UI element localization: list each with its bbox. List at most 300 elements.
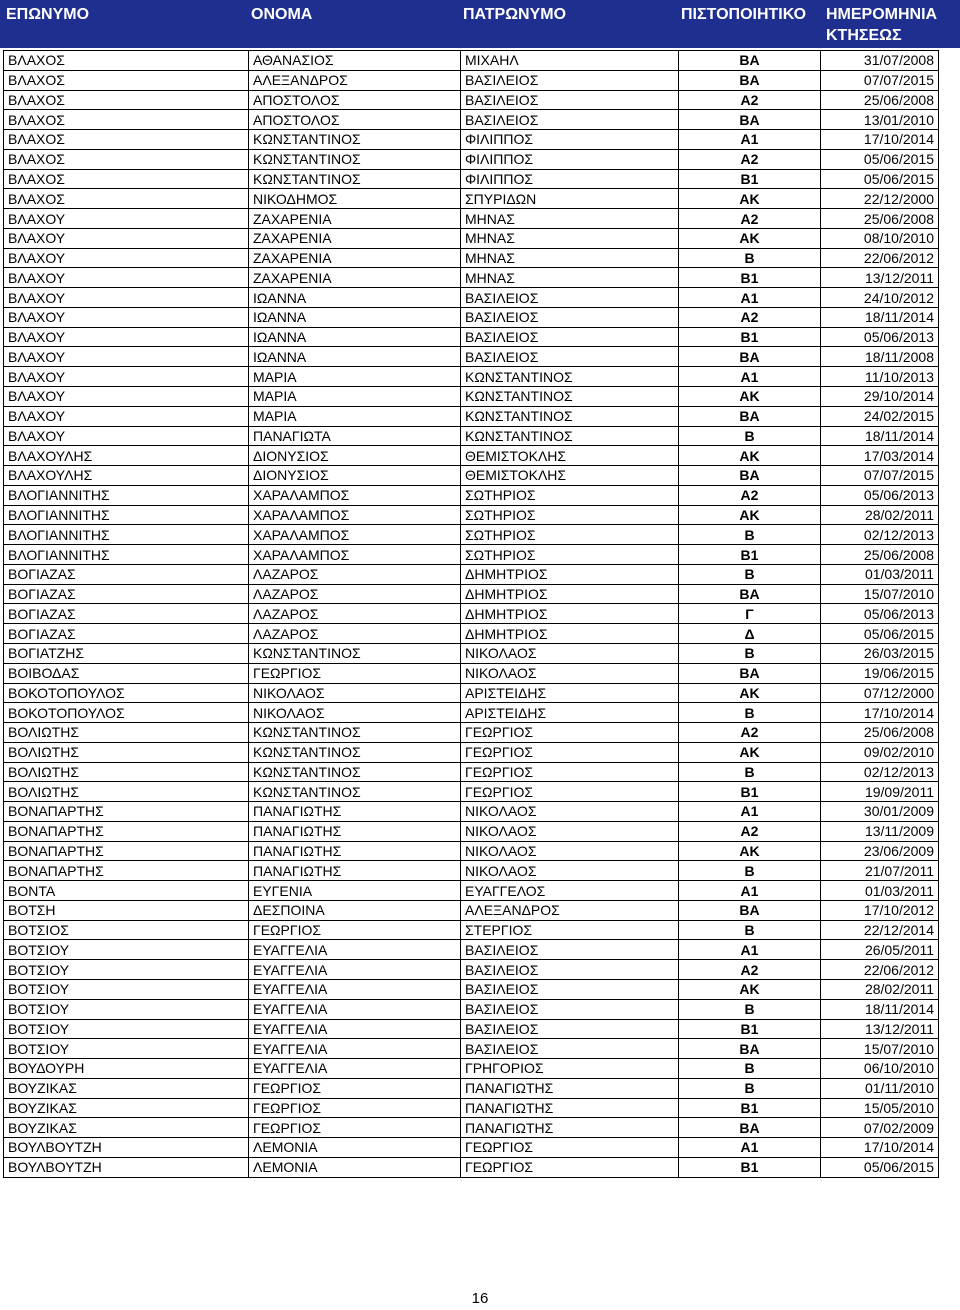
- cell-surname: ΒΛΑΧΟΥ: [4, 426, 249, 446]
- cell-name: ΛΕΜΟΝΙΑ: [249, 1138, 461, 1158]
- cell-certificate: Β: [679, 861, 821, 881]
- table-row: [4, 960, 939, 980]
- cell-certificate: Β: [679, 525, 821, 545]
- cell-surname: ΒΛΟΓΙΑΝΝΙΤΗΣ: [4, 545, 249, 565]
- cell-surname: ΒΟΥΔΟΥΡΗ: [4, 1059, 249, 1079]
- header-surname: ΕΠΩΝΥΜΟ: [6, 6, 90, 23]
- cell-father-name: ΔΗΜΗΤΡΙΟΣ: [461, 564, 679, 584]
- table-row: [4, 327, 939, 347]
- cell-name: ΛΕΜΟΝΙΑ: [249, 1157, 461, 1177]
- cell-date: 05/06/2015: [821, 149, 939, 169]
- header-father-name: ΠΑΤΡΩΝΥΜΟ: [463, 6, 567, 23]
- cell-father-name: ΜΗΝΑΣ: [461, 248, 679, 268]
- table-row: [4, 841, 939, 861]
- cell-date: 31/07/2008: [821, 51, 939, 71]
- cell-date: 22/12/2014: [821, 920, 939, 940]
- cell-father-name: ΝΙΚΟΛΑΟΣ: [461, 841, 679, 861]
- cell-name: ΕΥΓΕΝΙΑ: [249, 881, 461, 901]
- cell-father-name: ΘΕΜΙΣΤΟΚΛΗΣ: [461, 446, 679, 466]
- cell-name: ΠΑΝΑΓΙΩΤΗΣ: [249, 861, 461, 881]
- table-row: [4, 1157, 939, 1177]
- cell-name: ΝΙΚΟΛΑΟΣ: [249, 703, 461, 723]
- header-date-line2: ΚΤΗΣΕΩΣ: [826, 27, 902, 44]
- cell-date: 01/03/2011: [821, 564, 939, 584]
- cell-date: 28/02/2011: [821, 979, 939, 999]
- header-acquisition-date: [820, 0, 937, 48]
- cell-name: ΕΥΑΓΓΕΛΙΑ: [249, 940, 461, 960]
- table-row: [4, 604, 939, 624]
- cell-father-name: ΣΩΤΗΡΙΟΣ: [461, 545, 679, 565]
- cell-certificate: ΑΚ: [679, 979, 821, 999]
- cell-father-name: ΑΡΙΣΤΕΙΔΗΣ: [461, 703, 679, 723]
- cell-name: ΕΥΑΓΓΕΛΙΑ: [249, 960, 461, 980]
- cell-surname: ΒΛΑΧΟΥ: [4, 209, 249, 229]
- cell-date: 05/06/2015: [821, 1157, 939, 1177]
- cell-father-name: ΒΑΣΙΛΕΙΟΣ: [461, 1019, 679, 1039]
- cell-certificate: ΒΑ: [679, 1039, 821, 1059]
- cell-surname: ΒΟΓΙΑΖΑΣ: [4, 604, 249, 624]
- table-row: [4, 1138, 939, 1158]
- cell-name: ΚΩΝΣΤΑΝΤΙΝΟΣ: [249, 169, 461, 189]
- cell-surname: ΒΟΓΙΑΖΑΣ: [4, 624, 249, 644]
- table-row: [4, 347, 939, 367]
- table-row: [4, 821, 939, 841]
- cell-date: 07/02/2009: [821, 1118, 939, 1138]
- cell-date: 22/12/2000: [821, 189, 939, 209]
- cell-surname: ΒΟΝΑΠΑΡΤΗΣ: [4, 861, 249, 881]
- cell-certificate: ΑΚ: [679, 189, 821, 209]
- cell-father-name: ΒΑΣΙΛΕΙΟΣ: [461, 327, 679, 347]
- table-row: [4, 703, 939, 723]
- cell-surname: ΒΛΟΓΙΑΝΝΙΤΗΣ: [4, 525, 249, 545]
- cell-father-name: ΜΗΝΑΣ: [461, 268, 679, 288]
- cell-father-name: ΒΑΣΙΛΕΙΟΣ: [461, 110, 679, 130]
- cell-certificate: ΒΑ: [679, 1118, 821, 1138]
- cell-name: ΚΩΝΣΤΑΝΤΙΝΟΣ: [249, 130, 461, 150]
- cell-surname: ΒΟΤΣΙΟΥ: [4, 1019, 249, 1039]
- table-row: [4, 861, 939, 881]
- cell-father-name: ΒΑΣΙΛΕΙΟΣ: [461, 940, 679, 960]
- cell-father-name: ΜΗΝΑΣ: [461, 228, 679, 248]
- cell-surname: ΒΛΟΓΙΑΝΝΙΤΗΣ: [4, 505, 249, 525]
- cell-certificate: Β1: [679, 545, 821, 565]
- cell-surname: ΒΛΑΧΟΣ: [4, 51, 249, 71]
- table-row: [4, 288, 939, 308]
- cell-father-name: ΓΕΩΡΓΙΟΣ: [461, 762, 679, 782]
- cell-name: ΠΑΝΑΓΙΩΤΗΣ: [249, 802, 461, 822]
- cell-father-name: ΦΙΛΙΠΠΟΣ: [461, 169, 679, 189]
- cell-certificate: Β1: [679, 327, 821, 347]
- cell-father-name: ΓΕΩΡΓΙΟΣ: [461, 1157, 679, 1177]
- cell-surname: ΒΟΤΣΙΟΥ: [4, 999, 249, 1019]
- cell-name: ΙΩΑΝΝΑ: [249, 307, 461, 327]
- cell-father-name: ΓΕΩΡΓΙΟΣ: [461, 723, 679, 743]
- cell-surname: ΒΛΑΧΟΣ: [4, 130, 249, 150]
- cell-certificate: Γ: [679, 604, 821, 624]
- cell-date: 13/11/2009: [821, 821, 939, 841]
- cell-date: 25/06/2008: [821, 723, 939, 743]
- cell-certificate: Β: [679, 643, 821, 663]
- cell-surname: ΒΟΥΛΒΟΥΤΖΗ: [4, 1157, 249, 1177]
- table-row: [4, 406, 939, 426]
- cell-date: 13/12/2011: [821, 1019, 939, 1039]
- cell-father-name: ΣΤΕΡΓΙΟΣ: [461, 920, 679, 940]
- table-row: [4, 643, 939, 663]
- cell-surname: ΒΟΓΙΑΤΖΗΣ: [4, 643, 249, 663]
- cell-surname: ΒΛΑΧΟΥ: [4, 307, 249, 327]
- cell-surname: ΒΟΙΒΟΔΑΣ: [4, 663, 249, 683]
- cell-date: 11/10/2013: [821, 367, 939, 387]
- cell-date: 26/05/2011: [821, 940, 939, 960]
- cell-name: ΓΕΩΡΓΙΟΣ: [249, 1078, 461, 1098]
- cell-surname: ΒΟΤΣΙΟΣ: [4, 920, 249, 940]
- header-date-line1: ΗΜΕΡΟΜΗΝΙΑ: [826, 6, 938, 23]
- table-row: [4, 367, 939, 387]
- table-row: [4, 683, 939, 703]
- cell-certificate: ΑΚ: [679, 387, 821, 407]
- cell-certificate: Β1: [679, 268, 821, 288]
- cell-father-name: ΕΥΑΓΓΕΛΟΣ: [461, 881, 679, 901]
- cell-certificate: ΒΑ: [679, 347, 821, 367]
- cell-date: 09/02/2010: [821, 742, 939, 762]
- cell-certificate: ΒΑ: [679, 663, 821, 683]
- cell-surname: ΒΛΑΧΟΣ: [4, 70, 249, 90]
- cell-father-name: ΒΑΣΙΛΕΙΟΣ: [461, 90, 679, 110]
- cell-father-name: ΘΕΜΙΣΤΟΚΛΗΣ: [461, 466, 679, 486]
- cell-surname: ΒΛΟΓΙΑΝΝΙΤΗΣ: [4, 485, 249, 505]
- cell-surname: ΒΟΤΣΙΟΥ: [4, 960, 249, 980]
- table-row: [4, 189, 939, 209]
- cell-father-name: ΣΩΤΗΡΙΟΣ: [461, 525, 679, 545]
- cell-date: 30/01/2009: [821, 802, 939, 822]
- cell-father-name: ΑΡΙΣΤΕΙΔΗΣ: [461, 683, 679, 703]
- table-row: [4, 248, 939, 268]
- cell-certificate: ΑΚ: [679, 228, 821, 248]
- cell-date: 25/06/2008: [821, 545, 939, 565]
- cell-name: ΛΑΖΑΡΟΣ: [249, 564, 461, 584]
- cell-certificate: Α2: [679, 821, 821, 841]
- cell-name: ΙΩΑΝΝΑ: [249, 288, 461, 308]
- cell-father-name: ΔΗΜΗΤΡΙΟΣ: [461, 624, 679, 644]
- cell-date: 06/10/2010: [821, 1059, 939, 1079]
- cell-date: 24/10/2012: [821, 288, 939, 308]
- cell-surname: ΒΟΛΙΩΤΗΣ: [4, 762, 249, 782]
- cell-name: ΖΑΧΑΡΕΝΙΑ: [249, 209, 461, 229]
- cell-date: 05/06/2015: [821, 169, 939, 189]
- cell-date: 23/06/2009: [821, 841, 939, 861]
- cell-father-name: ΝΙΚΟΛΑΟΣ: [461, 802, 679, 822]
- cell-father-name: ΒΑΣΙΛΕΙΟΣ: [461, 1039, 679, 1059]
- table-row: [4, 742, 939, 762]
- cell-name: ΠΑΝΑΓΙΩΤΑ: [249, 426, 461, 446]
- cell-father-name: ΜΗΝΑΣ: [461, 209, 679, 229]
- cell-date: 13/01/2010: [821, 110, 939, 130]
- table-row: [4, 900, 939, 920]
- cell-name: ΛΑΖΑΡΟΣ: [249, 624, 461, 644]
- cell-name: ΧΑΡΑΛΑΜΠΟΣ: [249, 545, 461, 565]
- table-row: [4, 1118, 939, 1138]
- cell-father-name: ΓΕΩΡΓΙΟΣ: [461, 782, 679, 802]
- cell-surname: ΒΛΑΧΟΣ: [4, 189, 249, 209]
- cell-date: 07/07/2015: [821, 70, 939, 90]
- cell-father-name: ΚΩΝΣΤΑΝΤΙΝΟΣ: [461, 387, 679, 407]
- table-row: [4, 564, 939, 584]
- cell-certificate: ΑΚ: [679, 505, 821, 525]
- cell-name: ΖΑΧΑΡΕΝΙΑ: [249, 268, 461, 288]
- cell-surname: ΒΛΑΧΟΥΛΗΣ: [4, 466, 249, 486]
- cell-date: 18/11/2014: [821, 426, 939, 446]
- cell-certificate: Β1: [679, 1157, 821, 1177]
- cell-name: ΖΑΧΑΡΕΝΙΑ: [249, 228, 461, 248]
- cell-certificate: ΒΑ: [679, 466, 821, 486]
- cell-name: ΑΛΕΞΑΝΔΡΟΣ: [249, 70, 461, 90]
- cell-surname: ΒΟΤΣΙΟΥ: [4, 940, 249, 960]
- cell-date: 18/11/2008: [821, 347, 939, 367]
- cell-surname: ΒΟΝΑΠΑΡΤΗΣ: [4, 802, 249, 822]
- cell-name: ΛΑΖΑΡΟΣ: [249, 604, 461, 624]
- cell-surname: ΒΛΑΧΟΣ: [4, 149, 249, 169]
- cell-father-name: ΣΩΤΗΡΙΟΣ: [461, 485, 679, 505]
- cell-father-name: ΒΑΣΙΛΕΙΟΣ: [461, 288, 679, 308]
- cell-father-name: ΠΑΝΑΓΙΩΤΗΣ: [461, 1098, 679, 1118]
- cell-certificate: Β: [679, 920, 821, 940]
- cell-name: ΜΑΡΙΑ: [249, 367, 461, 387]
- records-body: [4, 51, 939, 1178]
- cell-date: 05/06/2015: [821, 624, 939, 644]
- cell-certificate: Β: [679, 426, 821, 446]
- cell-certificate: Β: [679, 1078, 821, 1098]
- cell-surname: ΒΛΑΧΟΥ: [4, 367, 249, 387]
- cell-certificate: Α2: [679, 307, 821, 327]
- cell-name: ΚΩΝΣΤΑΝΤΙΝΟΣ: [249, 643, 461, 663]
- cell-certificate: Α2: [679, 90, 821, 110]
- cell-surname: ΒΟΥΖΙΚΑΣ: [4, 1098, 249, 1118]
- cell-father-name: ΝΙΚΟΛΑΟΣ: [461, 663, 679, 683]
- cell-father-name: ΝΙΚΟΛΑΟΣ: [461, 821, 679, 841]
- cell-certificate: ΒΑ: [679, 70, 821, 90]
- cell-surname: ΒΟΓΙΑΖΑΣ: [4, 584, 249, 604]
- cell-surname: ΒΟΛΙΩΤΗΣ: [4, 723, 249, 743]
- cell-father-name: ΒΑΣΙΛΕΙΟΣ: [461, 999, 679, 1019]
- cell-date: 13/12/2011: [821, 268, 939, 288]
- table-row: [4, 545, 939, 565]
- cell-certificate: ΒΑ: [679, 584, 821, 604]
- cell-father-name: ΒΑΣΙΛΕΙΟΣ: [461, 979, 679, 999]
- table-header: [0, 0, 960, 48]
- cell-name: ΓΕΩΡΓΙΟΣ: [249, 1118, 461, 1138]
- cell-name: ΓΕΩΡΓΙΟΣ: [249, 920, 461, 940]
- table-row: [4, 130, 939, 150]
- cell-surname: ΒΛΑΧΟΣ: [4, 169, 249, 189]
- table-row: [4, 426, 939, 446]
- cell-certificate: Α1: [679, 288, 821, 308]
- cell-surname: ΒΟΝΑΠΑΡΤΗΣ: [4, 821, 249, 841]
- cell-name: ΓΕΩΡΓΙΟΣ: [249, 1098, 461, 1118]
- cell-surname: ΒΛΑΧΟΥ: [4, 387, 249, 407]
- cell-date: 17/03/2014: [821, 446, 939, 466]
- table-row: [4, 70, 939, 90]
- records-table: [3, 50, 939, 1178]
- cell-certificate: ΒΑ: [679, 110, 821, 130]
- cell-certificate: Β1: [679, 1098, 821, 1118]
- table-row: [4, 1078, 939, 1098]
- table-row: [4, 802, 939, 822]
- cell-surname: ΒΟΤΣΗ: [4, 900, 249, 920]
- cell-surname: ΒΟΥΛΒΟΥΤΖΗ: [4, 1138, 249, 1158]
- cell-date: 25/06/2008: [821, 209, 939, 229]
- cell-surname: ΒΛΑΧΟΥ: [4, 228, 249, 248]
- table-row: [4, 149, 939, 169]
- cell-certificate: ΒΑ: [679, 406, 821, 426]
- table-row: [4, 979, 939, 999]
- cell-father-name: ΒΑΣΙΛΕΙΟΣ: [461, 70, 679, 90]
- cell-surname: ΒΟΥΖΙΚΑΣ: [4, 1078, 249, 1098]
- cell-certificate: Β: [679, 248, 821, 268]
- cell-certificate: Δ: [679, 624, 821, 644]
- cell-surname: ΒΛΑΧΟΥ: [4, 347, 249, 367]
- cell-father-name: ΠΑΝΑΓΙΩΤΗΣ: [461, 1118, 679, 1138]
- table-row: [4, 228, 939, 248]
- cell-date: 17/10/2014: [821, 1138, 939, 1158]
- cell-name: ΠΑΝΑΓΙΩΤΗΣ: [249, 841, 461, 861]
- cell-date: 02/12/2013: [821, 525, 939, 545]
- cell-surname: ΒΛΑΧΟΣ: [4, 90, 249, 110]
- table-row: [4, 920, 939, 940]
- cell-name: ΠΑΝΑΓΙΩΤΗΣ: [249, 821, 461, 841]
- cell-surname: ΒΛΑΧΟΣ: [4, 110, 249, 130]
- cell-father-name: ΦΙΛΙΠΠΟΣ: [461, 149, 679, 169]
- cell-surname: ΒΟΛΙΩΤΗΣ: [4, 742, 249, 762]
- cell-name: ΔΙΟΝΥΣΙΟΣ: [249, 446, 461, 466]
- page-number: 16: [471, 1290, 489, 1307]
- cell-surname: ΒΟΤΣΙΟΥ: [4, 979, 249, 999]
- table-row: [4, 446, 939, 466]
- cell-father-name: ΚΩΝΣΤΑΝΤΙΝΟΣ: [461, 406, 679, 426]
- cell-father-name: ΓΕΩΡΓΙΟΣ: [461, 742, 679, 762]
- cell-father-name: ΓΕΩΡΓΙΟΣ: [461, 1138, 679, 1158]
- cell-name: ΕΥΑΓΓΕΛΙΑ: [249, 979, 461, 999]
- cell-father-name: ΚΩΝΣΤΑΝΤΙΝΟΣ: [461, 367, 679, 387]
- cell-surname: ΒΛΑΧΟΥ: [4, 268, 249, 288]
- cell-date: 28/02/2011: [821, 505, 939, 525]
- cell-date: 18/11/2014: [821, 307, 939, 327]
- cell-father-name: ΑΛΕΞΑΝΔΡΟΣ: [461, 900, 679, 920]
- cell-father-name: ΔΗΜΗΤΡΙΟΣ: [461, 604, 679, 624]
- cell-date: 08/10/2010: [821, 228, 939, 248]
- cell-certificate: Β1: [679, 169, 821, 189]
- cell-name: ΚΩΝΣΤΑΝΤΙΝΟΣ: [249, 742, 461, 762]
- cell-surname: ΒΛΑΧΟΥΛΗΣ: [4, 446, 249, 466]
- cell-certificate: ΑΚ: [679, 841, 821, 861]
- cell-date: 22/06/2012: [821, 248, 939, 268]
- table-row: [4, 110, 939, 130]
- cell-date: 26/03/2015: [821, 643, 939, 663]
- cell-certificate: ΑΚ: [679, 683, 821, 703]
- cell-name: ΧΑΡΑΛΑΜΠΟΣ: [249, 525, 461, 545]
- table-row: [4, 1039, 939, 1059]
- cell-certificate: Β1: [679, 1019, 821, 1039]
- cell-name: ΔΕΣΠΟΙΝΑ: [249, 900, 461, 920]
- cell-father-name: ΜΙΧΑΗΛ: [461, 51, 679, 71]
- cell-date: 15/07/2010: [821, 1039, 939, 1059]
- cell-date: 19/09/2011: [821, 782, 939, 802]
- cell-surname: ΒΟΚΟΤΟΠΟΥΛΟΣ: [4, 683, 249, 703]
- cell-surname: ΒΟΝΑΠΑΡΤΗΣ: [4, 841, 249, 861]
- cell-certificate: Α2: [679, 960, 821, 980]
- table-row: [4, 1098, 939, 1118]
- table-row: [4, 584, 939, 604]
- cell-father-name: ΚΩΝΣΤΑΝΤΙΝΟΣ: [461, 426, 679, 446]
- table-row: [4, 723, 939, 743]
- cell-date: 05/06/2013: [821, 327, 939, 347]
- table-row: [4, 387, 939, 407]
- cell-date: 17/10/2012: [821, 900, 939, 920]
- cell-date: 17/10/2014: [821, 130, 939, 150]
- cell-name: ΧΑΡΑΛΑΜΠΟΣ: [249, 485, 461, 505]
- table-row: [4, 782, 939, 802]
- cell-certificate: Α1: [679, 130, 821, 150]
- cell-name: ΝΙΚΟΔΗΜΟΣ: [249, 189, 461, 209]
- cell-name: ΑΘΑΝΑΣΙΟΣ: [249, 51, 461, 71]
- cell-certificate: Β1: [679, 782, 821, 802]
- cell-date: 18/11/2014: [821, 999, 939, 1019]
- cell-date: 05/06/2013: [821, 604, 939, 624]
- cell-date: 19/06/2015: [821, 663, 939, 683]
- cell-name: ΚΩΝΣΤΑΝΤΙΝΟΣ: [249, 723, 461, 743]
- cell-surname: ΒΛΑΧΟΥ: [4, 248, 249, 268]
- table-row: [4, 940, 939, 960]
- table-row: [4, 525, 939, 545]
- cell-father-name: ΝΙΚΟΛΑΟΣ: [461, 861, 679, 881]
- cell-certificate: Β: [679, 1059, 821, 1079]
- cell-certificate: ΑΚ: [679, 446, 821, 466]
- cell-certificate: Β: [679, 762, 821, 782]
- cell-father-name: ΣΠΥΡΙΔΩΝ: [461, 189, 679, 209]
- cell-certificate: Α1: [679, 940, 821, 960]
- cell-certificate: Α1: [679, 881, 821, 901]
- cell-date: 17/10/2014: [821, 703, 939, 723]
- cell-name: ΕΥΑΓΓΕΛΙΑ: [249, 1039, 461, 1059]
- cell-father-name: ΦΙΛΙΠΠΟΣ: [461, 130, 679, 150]
- cell-certificate: ΒΑ: [679, 900, 821, 920]
- cell-name: ΔΙΟΝΥΣΙΟΣ: [249, 466, 461, 486]
- cell-surname: ΒΟΝΤΑ: [4, 881, 249, 901]
- cell-name: ΓΕΩΡΓΙΟΣ: [249, 663, 461, 683]
- table-row: [4, 1059, 939, 1079]
- cell-surname: ΒΛΑΧΟΥ: [4, 288, 249, 308]
- header-certificate: ΠΙΣΤΟΠΟΙΗΤΙΚΟ: [681, 6, 807, 23]
- cell-name: ΜΑΡΙΑ: [249, 406, 461, 426]
- cell-certificate: ΒΑ: [679, 51, 821, 71]
- cell-certificate: Α2: [679, 485, 821, 505]
- cell-date: 01/11/2010: [821, 1078, 939, 1098]
- table-row: [4, 1019, 939, 1039]
- cell-date: 02/12/2013: [821, 762, 939, 782]
- cell-name: ΕΥΑΓΓΕΛΙΑ: [249, 999, 461, 1019]
- cell-name: ΛΑΖΑΡΟΣ: [249, 584, 461, 604]
- cell-name: ΧΑΡΑΛΑΜΠΟΣ: [249, 505, 461, 525]
- cell-certificate: Α2: [679, 209, 821, 229]
- cell-father-name: ΠΑΝΑΓΙΩΤΗΣ: [461, 1078, 679, 1098]
- cell-certificate: Α1: [679, 1138, 821, 1158]
- cell-certificate: Α2: [679, 149, 821, 169]
- table-row: [4, 268, 939, 288]
- cell-father-name: ΔΗΜΗΤΡΙΟΣ: [461, 584, 679, 604]
- cell-certificate: Α1: [679, 802, 821, 822]
- cell-date: 15/05/2010: [821, 1098, 939, 1118]
- cell-surname: ΒΟΚΟΤΟΠΟΥΛΟΣ: [4, 703, 249, 723]
- cell-name: ΕΥΑΓΓΕΛΙΑ: [249, 1059, 461, 1079]
